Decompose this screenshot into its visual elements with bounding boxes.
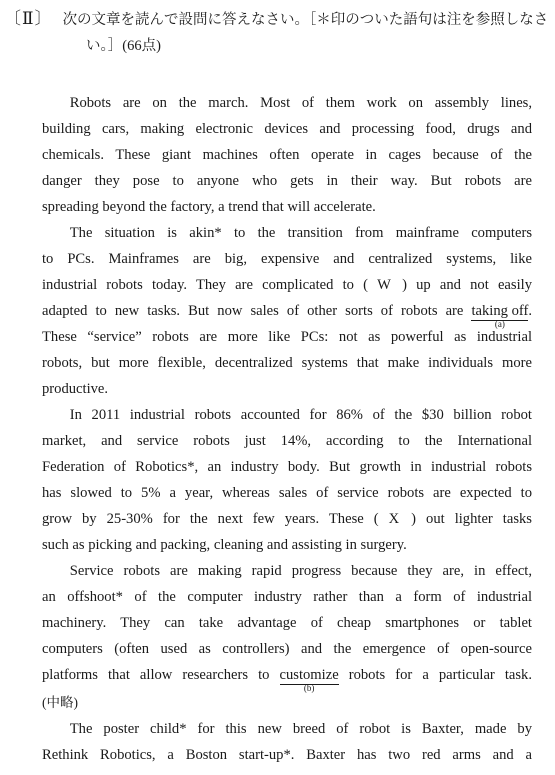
text-line: Federation of Robotics*, an industry body. But growth in industrial robots (42, 459, 532, 475)
text-line: danger they pose to anyone who gets in their way. But robots are (42, 173, 532, 189)
underlined-text: customize (279, 667, 339, 683)
text-line (42, 298, 532, 329)
instruction-text: 次の文章を読んで設問に答えなさい。［＊印のついた語句は注を参照しなさ (62, 12, 549, 28)
underlined-text: taking off (471, 303, 529, 319)
blank-x: X (388, 511, 402, 527)
text-line: building cars, making electronic devices and processing food, drugs and (42, 121, 532, 137)
paragraph-3 (42, 402, 532, 558)
text-line: These “service” robots are more like PCs: not as powerful as industrial (42, 329, 532, 345)
paragraph-2 (42, 220, 532, 402)
label-b: (b) (303, 683, 315, 693)
paragraph-1 (42, 90, 532, 220)
text-line: an offshoot* of the computer industry rather than a form of industrial (42, 589, 532, 605)
instruction-line-2: い。］(66点) (86, 38, 161, 54)
article-body (42, 90, 532, 768)
text-segment: platforms that allow researchers to (42, 667, 280, 683)
text-line: machinery. They can take advantage of cheap smartphones or tablet (42, 615, 532, 631)
text-line: computers (often used as controllers) and the emergence of open-source (42, 641, 532, 657)
text-segment: adapted to new tasks. But now sales of other sorts of robots are (42, 303, 472, 319)
text-segment: . (528, 303, 532, 319)
question-header (4, 6, 549, 59)
text-segment: industrial robots today. They are complicated to ( (42, 277, 368, 293)
section-number: 〔Ⅱ〕 (4, 9, 53, 28)
text-segment: robots for a particular task. (338, 667, 532, 683)
label-a: (a) (494, 319, 505, 329)
text-line (42, 272, 532, 298)
text-line: robots, but more flexible, decentralized systems that make individuals more (42, 355, 532, 371)
underlined-phrase-b (279, 666, 339, 693)
instruction-line-1 (4, 6, 549, 33)
omission-note: (中略) (42, 695, 78, 710)
text-line: such as picking and packing, cleaning and assisting in surgery. (42, 537, 407, 553)
text-segment: ) out lighter tasks (411, 511, 532, 527)
text-line: has slowed to 5% a year, whereas sales of service robots are expected to (42, 485, 532, 501)
text-segment: grow by 25-30% for the next few years. These ( (42, 511, 379, 527)
text-line (42, 662, 532, 693)
text-line: chemicals. These giant machines often operate in cages because of the (42, 147, 532, 163)
blank-w: W (377, 277, 393, 293)
text-line: market, and service robots just 14%, according to the International (42, 433, 532, 449)
underlined-phrase-a (471, 302, 529, 329)
text-line: productive. (42, 381, 109, 397)
paragraph-5 (42, 716, 532, 768)
text-line: to PCs. Mainframes are big, expensive and centralized systems, like (42, 251, 532, 267)
text-line: Robots are on the march. Most of them work on assembly lines, (69, 95, 532, 111)
text-line: Service robots are making rapid progress because they are, in effect, (69, 563, 532, 579)
text-line: Rethink Robotics, a Boston start-up*. Baxter has two red arms and a (42, 747, 532, 763)
text-line: The poster child* for this new breed of robot is Baxter, made by (69, 721, 532, 737)
text-line: In 2011 industrial robots accounted for 86% of the $30 billion robot (69, 407, 532, 423)
text-segment: ) up and not easily (402, 277, 532, 293)
paragraph-4 (42, 558, 532, 716)
text-line (42, 506, 532, 532)
text-line: The situation is akin* to the transition from mainframe computers (69, 225, 532, 241)
text-line: spreading beyond the factory, a trend that will accelerate. (42, 199, 376, 215)
